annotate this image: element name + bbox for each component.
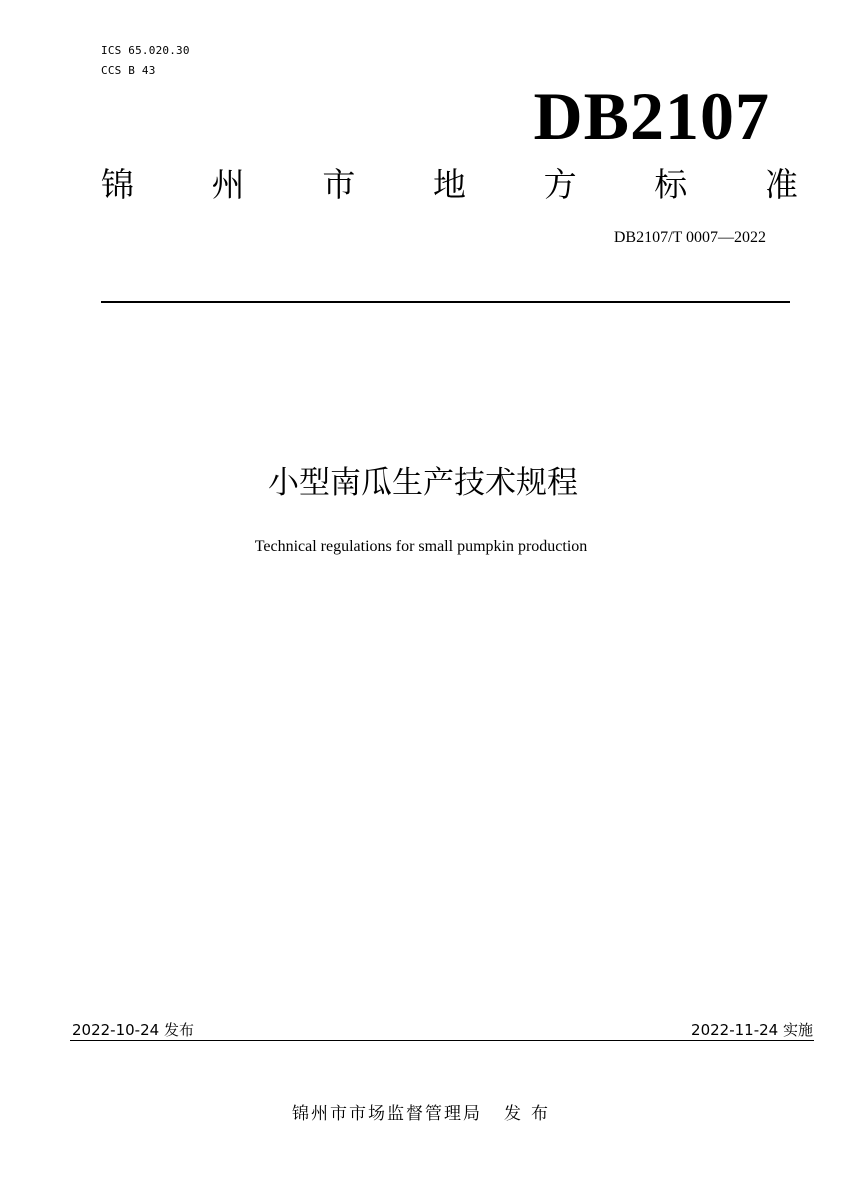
standard-type-char: 市 — [322, 165, 356, 204]
standard-type-heading — [101, 164, 798, 206]
issue-date: 2022-10-24 发布 — [72, 1021, 194, 1039]
implementation-date: 2022-11-24 实施 — [691, 1021, 813, 1039]
issuer-line — [0, 1102, 850, 1126]
standard-type-char: 锦 — [101, 165, 134, 204]
standard-number: DB2107/T 0007—2022 — [613, 229, 766, 246]
standard-type-char: 标 — [654, 165, 688, 204]
footer-divider — [70, 1040, 814, 1041]
standard-type-char: 地 — [432, 165, 466, 204]
header-divider — [101, 301, 790, 303]
document-title-english: Technical regulations for small pumpkin production — [254, 538, 588, 555]
ics-code: ICS 65.020.30 — [101, 44, 190, 57]
document-title-chinese: 小型南瓜生产技术规程 — [268, 465, 578, 501]
issuer-name: 锦州市市场监督管理局 — [292, 1104, 482, 1124]
issuer-action: 发布 — [504, 1104, 558, 1124]
ccs-code: CCS B 43 — [101, 64, 156, 77]
standard-code-logo: DB2107 — [533, 78, 770, 154]
standard-type-char: 方 — [543, 165, 577, 204]
standard-type-char: 州 — [211, 165, 245, 204]
standard-type-char: 准 — [764, 165, 798, 204]
